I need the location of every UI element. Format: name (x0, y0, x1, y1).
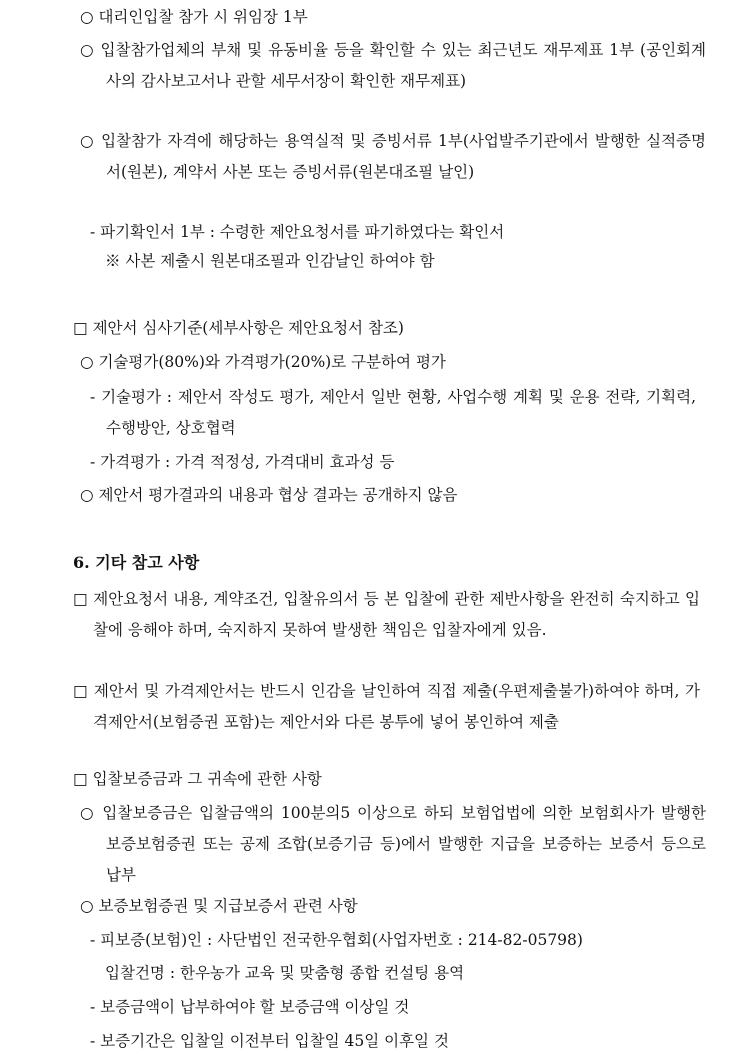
text-line: 입찰건명 : 한우농가 교육 및 맞춤형 종합 컨설팅 용역 (105, 964, 465, 982)
note-line: ※ 사본 제출시 원본대조필과 인감날인 하여야 함 (105, 252, 435, 270)
text-line: ○ 보증보험증권 및 지급보증서 관련 사항 (80, 897, 358, 915)
section-item: □ 제안서 심사기준(세부사항은 제안요청서 참조) (73, 319, 404, 337)
text-paragraph: □ 제안서 및 가격제안서는 반드시 인감을 날인하여 직접 제출(우편제출불가)하여야 하며, 가격제안서(보험증권 포함)는 제안서와 다른 봉투에 넣어 봉인하여 제출 (73, 682, 700, 731)
section-item: □ 입찰보증금과 그 귀속에 관한 사항 (73, 770, 322, 788)
text-paragraph: ○ 입찰참가 자격에 해당하는 용역실적 및 증빙서류 1부(사업발주기관에서 발행한 실적증명서(원본), 계약서 사본 또는 증빙서류(원본대조필 날인) (80, 132, 706, 181)
text-paragraph: ○ 입찰참가업체의 부채 및 유동비율 등을 확인할 수 있는 최근년도 재무제표 1부 (공인회계사의 감사보고서나 관할 세무서장이 확인한 재무제표) (80, 41, 706, 90)
text-line: - 보증기간은 입찰일 이전부터 입찰일 45일 이후일 것 (90, 1032, 449, 1050)
text-line: - 파기확인서 1부 : 수령한 제안요청서를 파기하였다는 확인서 (90, 223, 505, 241)
text-paragraph: □ 제안요청서 내용, 계약조건, 입찰유의서 등 본 입찰에 관한 제반사항을 완전히 숙지하고 입찰에 응해야 하며, 숙지하지 못하여 발생한 책임은 입찰자에게 있음. (73, 590, 700, 639)
text-line: - 보증금액이 납부하여야 할 보증금액 이상일 것 (90, 998, 410, 1016)
section-heading: 6. 기타 참고 사항 (73, 553, 200, 572)
text-paragraph: ○ 입찰보증금은 입찰금액의 100분의5 이상으로 하되 보험업법에 의한 보험회사가 발행한 보증보험증권 또는 공제 조합(보증기금 등)에서 발행한 지급을 보증하는 보증서 등으로 납부 (80, 804, 706, 884)
text-paragraph: - 기술평가 : 제안서 작성도 평가, 제안서 일반 현황, 사업수행 계획 및 운용 전략, 기획력, 수행방안, 상호협력 (90, 388, 696, 437)
text-line: ○ 대리인입찰 참가 시 위임장 1부 (80, 8, 308, 26)
text-line: ○ 기술평가(80%)와 가격평가(20%)로 구분하여 평가 (80, 353, 446, 371)
text-line: ○ 제안서 평가결과의 내용과 협상 결과는 공개하지 않음 (80, 486, 458, 504)
text-line: - 가격평가 : 가격 적정성, 가격대비 효과성 등 (90, 453, 395, 471)
text-line: - 피보증(보험)인 : 사단법인 전국한우협회(사업자번호 : 214-82-05798) (90, 931, 583, 949)
